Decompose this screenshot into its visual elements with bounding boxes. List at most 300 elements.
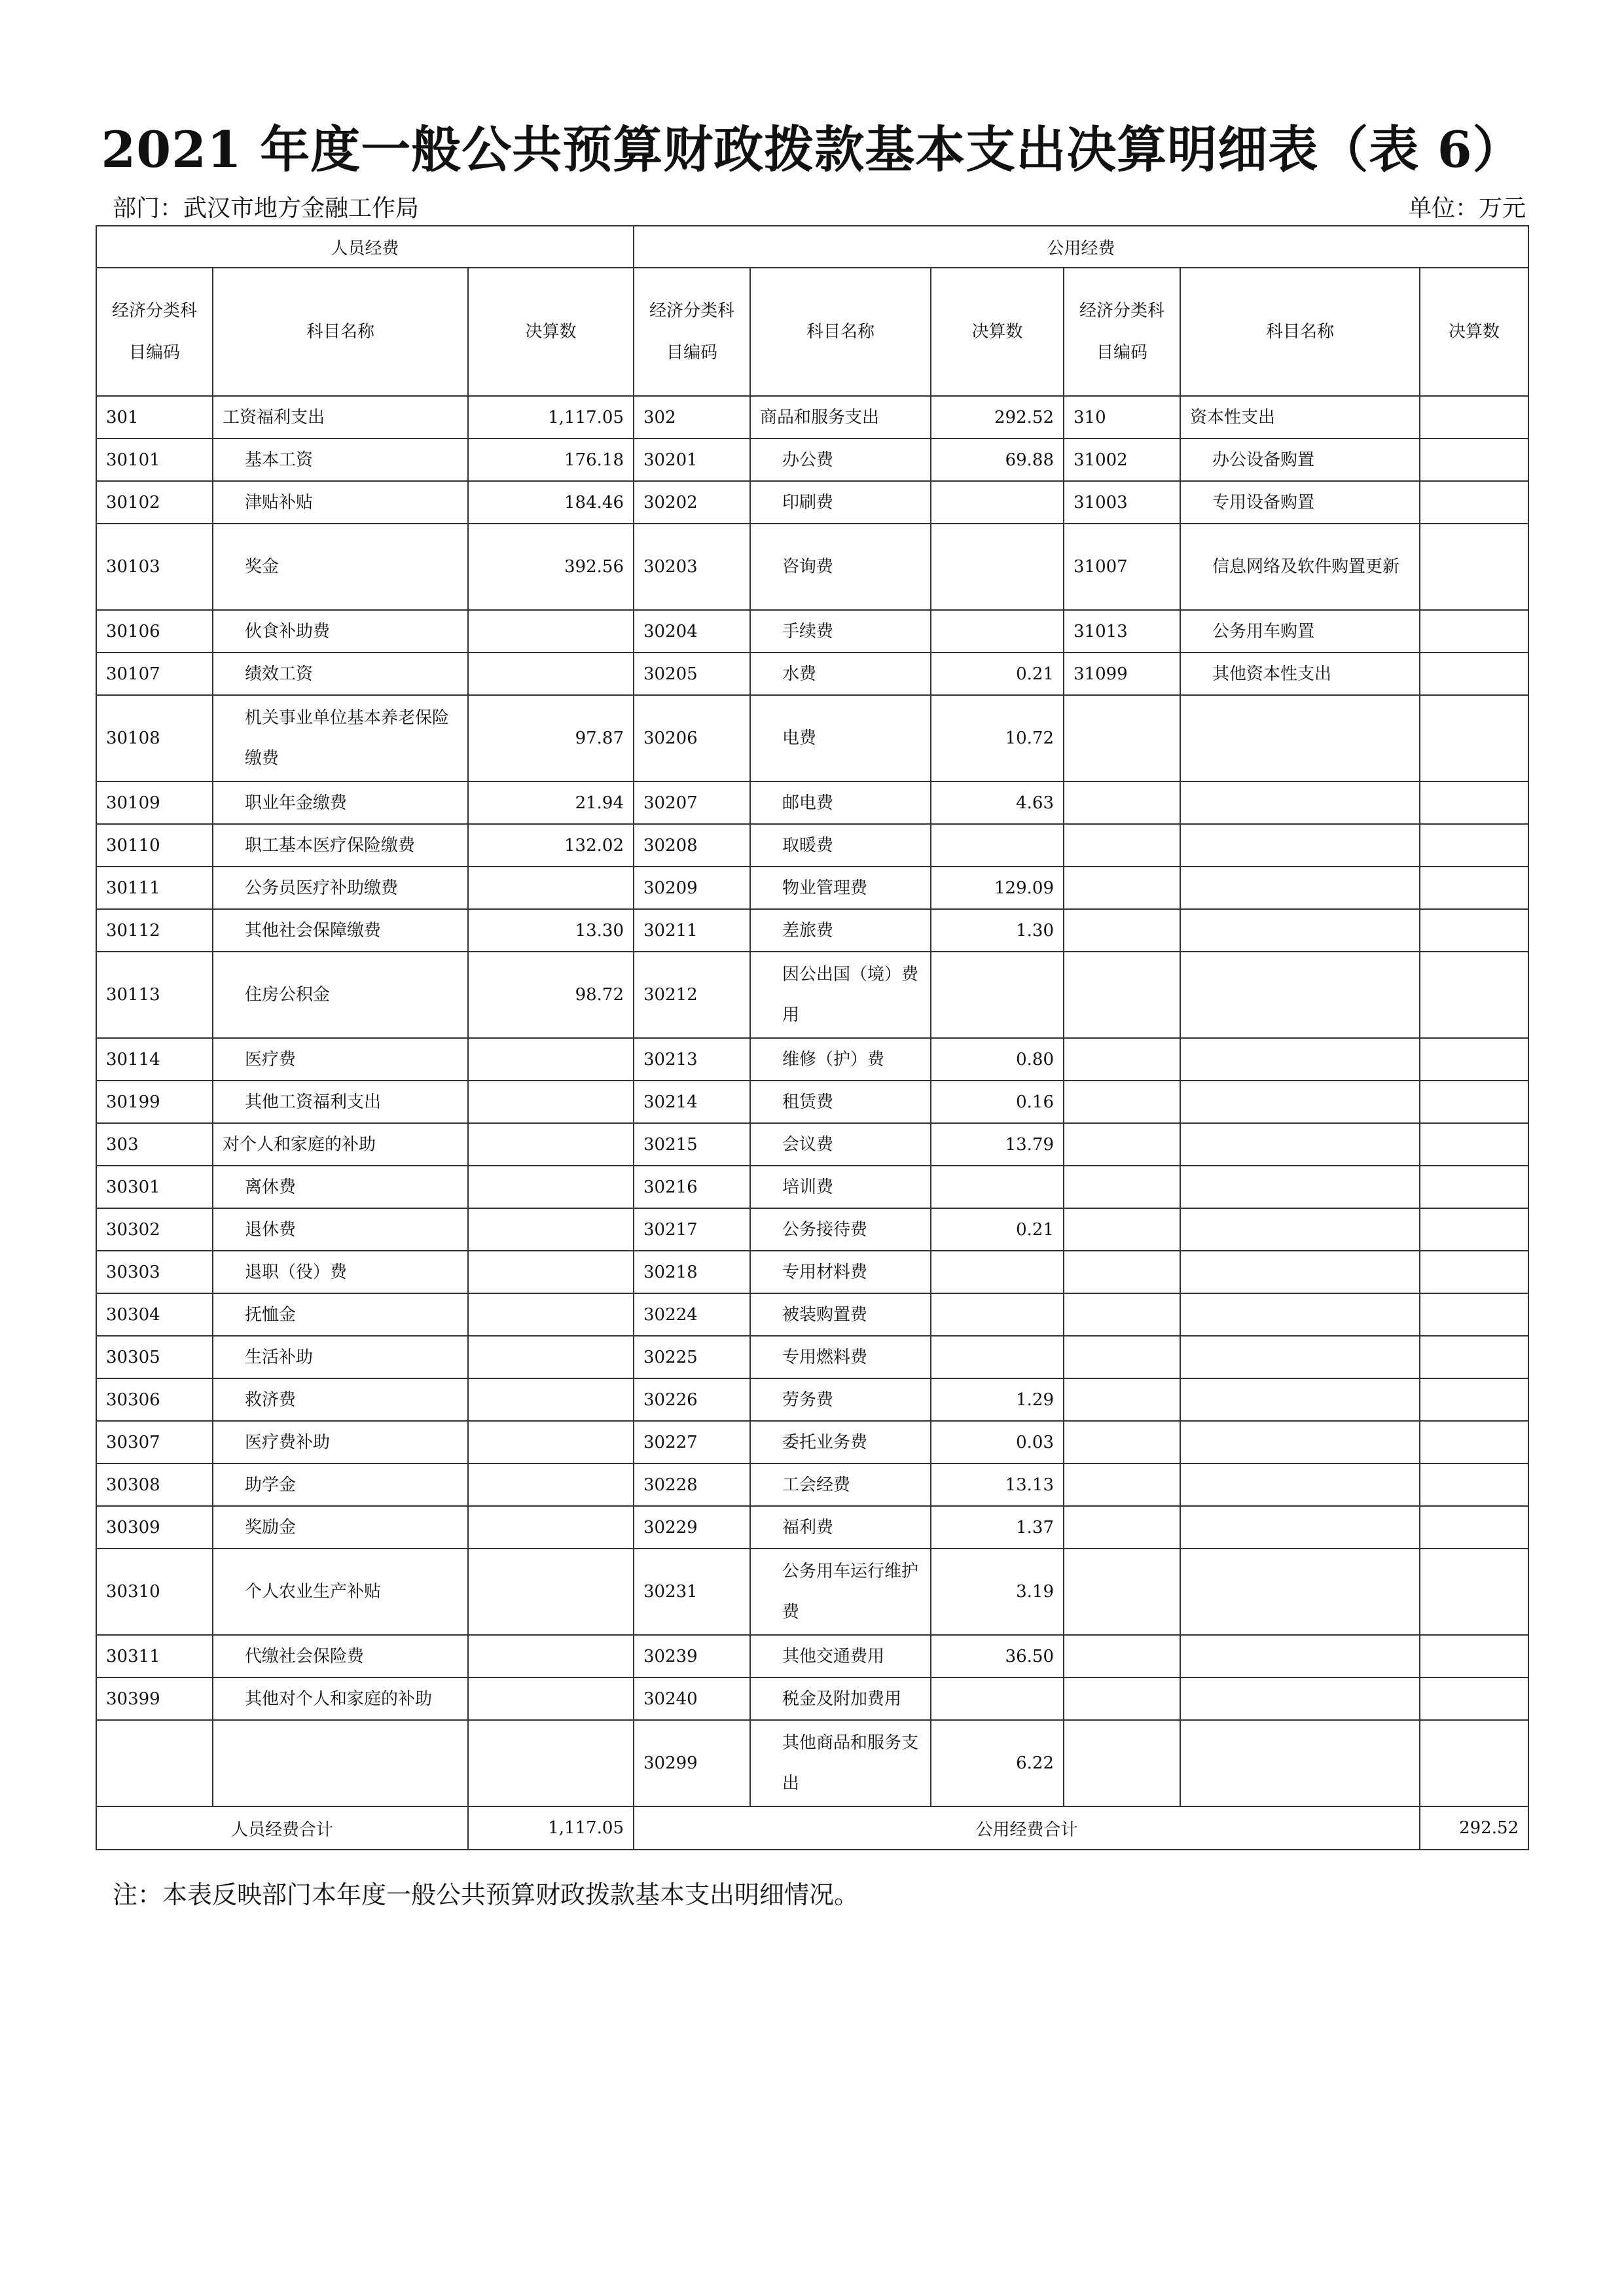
goods-services-name-cell: 会议费 xyxy=(750,1123,931,1166)
personnel-code-cell: 30112 xyxy=(96,909,213,952)
capital-name-cell xyxy=(1180,1208,1420,1251)
capital-name-cell xyxy=(1180,909,1420,952)
capital-amount-cell xyxy=(1420,781,1528,824)
table-row xyxy=(96,1720,1528,1806)
personnel-amount-cell xyxy=(468,1123,634,1166)
personnel-name-cell: 基本工资 xyxy=(213,439,468,481)
goods-services-code-cell: 30299 xyxy=(634,1720,750,1806)
capital-code-cell xyxy=(1064,1378,1180,1421)
personnel-name-cell: 其他社会保障缴费 xyxy=(213,909,468,952)
capital-code-cell xyxy=(1064,1166,1180,1208)
capital-name-cell xyxy=(1180,1677,1420,1720)
capital-amount-cell xyxy=(1420,1378,1528,1421)
col-header-code: 经济分类科目编码 xyxy=(634,268,750,396)
goods-services-code-cell: 30225 xyxy=(634,1336,750,1378)
personnel-code-cell: 30111 xyxy=(96,867,213,909)
table-row xyxy=(96,653,1528,695)
capital-name-cell: 资本性支出 xyxy=(1180,396,1420,439)
personnel-code-cell: 30308 xyxy=(96,1463,213,1506)
goods-services-name-cell: 电费 xyxy=(750,695,931,781)
goods-services-name-cell: 培训费 xyxy=(750,1166,931,1208)
capital-code-cell xyxy=(1064,1081,1180,1123)
goods-services-code-cell: 30228 xyxy=(634,1463,750,1506)
capital-amount-cell xyxy=(1420,1251,1528,1293)
capital-name-cell xyxy=(1180,781,1420,824)
personnel-amount-cell: 392.56 xyxy=(468,524,634,610)
personnel-code-cell xyxy=(96,1720,213,1806)
personnel-amount-cell xyxy=(468,1251,634,1293)
goods-services-amount-cell: 0.80 xyxy=(931,1038,1064,1081)
capital-amount-cell xyxy=(1420,1208,1528,1251)
page-title: 2021 年度一般公共预算财政拨款基本支出决算明细表（表 6） xyxy=(101,120,1523,179)
personnel-name-cell: 退休费 xyxy=(213,1208,468,1251)
goods-services-code-cell: 30208 xyxy=(634,824,750,867)
public-total-value: 292.52 xyxy=(1420,1806,1528,1850)
goods-services-amount-cell xyxy=(931,610,1064,653)
table-row xyxy=(96,1635,1528,1677)
table-row xyxy=(96,396,1528,439)
table-row xyxy=(96,824,1528,867)
col-header-amount: 决算数 xyxy=(931,268,1064,396)
goods-services-code-cell: 30213 xyxy=(634,1038,750,1081)
table-row xyxy=(96,952,1528,1038)
personnel-code-cell: 30399 xyxy=(96,1677,213,1720)
goods-services-code-cell: 30207 xyxy=(634,781,750,824)
table-row xyxy=(96,610,1528,653)
capital-code-cell xyxy=(1064,1038,1180,1081)
capital-code-cell xyxy=(1064,1463,1180,1506)
goods-services-amount-cell: 69.88 xyxy=(931,439,1064,481)
personnel-name-cell: 职工基本医疗保险缴费 xyxy=(213,824,468,867)
personnel-name-cell: 抚恤金 xyxy=(213,1293,468,1336)
capital-name-cell xyxy=(1180,1166,1420,1208)
goods-services-amount-cell: 0.21 xyxy=(931,653,1064,695)
capital-code-cell: 310 xyxy=(1064,396,1180,439)
goods-services-name-cell: 专用材料费 xyxy=(750,1251,931,1293)
capital-name-cell xyxy=(1180,1336,1420,1378)
goods-services-amount-cell: 13.13 xyxy=(931,1463,1064,1506)
capital-code-cell xyxy=(1064,1506,1180,1549)
personnel-total-label: 人员经费合计 xyxy=(96,1806,468,1850)
capital-amount-cell xyxy=(1420,1635,1528,1677)
personnel-name-cell: 助学金 xyxy=(213,1463,468,1506)
personnel-code-cell: 30304 xyxy=(96,1293,213,1336)
personnel-amount-cell: 13.30 xyxy=(468,909,634,952)
goods-services-amount-cell xyxy=(931,1677,1064,1720)
capital-code-cell: 31099 xyxy=(1064,653,1180,695)
capital-code-cell xyxy=(1064,867,1180,909)
personnel-amount-cell xyxy=(468,610,634,653)
goods-services-code-cell: 30240 xyxy=(634,1677,750,1720)
goods-services-amount-cell xyxy=(931,824,1064,867)
personnel-code-cell: 30303 xyxy=(96,1251,213,1293)
col-header-name: 科目名称 xyxy=(750,268,931,396)
goods-services-amount-cell: 129.09 xyxy=(931,867,1064,909)
personnel-amount-cell xyxy=(468,1506,634,1549)
goods-services-amount-cell: 0.21 xyxy=(931,1208,1064,1251)
personnel-amount-cell: 184.46 xyxy=(468,481,634,524)
capital-name-cell xyxy=(1180,1549,1420,1635)
goods-services-amount-cell: 36.50 xyxy=(931,1635,1064,1677)
goods-services-amount-cell: 1.37 xyxy=(931,1506,1064,1549)
table-row xyxy=(96,1208,1528,1251)
capital-amount-cell xyxy=(1420,396,1528,439)
capital-code-cell xyxy=(1064,1208,1180,1251)
personnel-code-cell: 30106 xyxy=(96,610,213,653)
section-personnel: 人员经费 xyxy=(96,226,634,268)
goods-services-code-cell: 30218 xyxy=(634,1251,750,1293)
goods-services-code-cell: 30205 xyxy=(634,653,750,695)
goods-services-amount-cell xyxy=(931,1336,1064,1378)
personnel-name-cell: 对个人和家庭的补助 xyxy=(213,1123,468,1166)
capital-amount-cell xyxy=(1420,824,1528,867)
capital-code-cell xyxy=(1064,1293,1180,1336)
personnel-amount-cell xyxy=(468,1378,634,1421)
capital-code-cell xyxy=(1064,1677,1180,1720)
goods-services-name-cell: 专用燃料费 xyxy=(750,1336,931,1378)
capital-name-cell xyxy=(1180,1378,1420,1421)
goods-services-code-cell: 30209 xyxy=(634,867,750,909)
capital-code-cell xyxy=(1064,1336,1180,1378)
col-header-name: 科目名称 xyxy=(213,268,468,396)
capital-name-cell xyxy=(1180,824,1420,867)
capital-amount-cell xyxy=(1420,1677,1528,1720)
capital-code-cell xyxy=(1064,1421,1180,1463)
personnel-code-cell: 301 xyxy=(96,396,213,439)
capital-code-cell xyxy=(1064,824,1180,867)
capital-amount-cell xyxy=(1420,1081,1528,1123)
personnel-name-cell: 职业年金缴费 xyxy=(213,781,468,824)
goods-services-name-cell: 公务接待费 xyxy=(750,1208,931,1251)
capital-name-cell xyxy=(1180,952,1420,1038)
personnel-amount-cell xyxy=(468,653,634,695)
personnel-name-cell: 奖金 xyxy=(213,524,468,610)
goods-services-name-cell: 差旅费 xyxy=(750,909,931,952)
personnel-name-cell: 医疗费补助 xyxy=(213,1421,468,1463)
capital-name-cell: 信息网络及软件购置更新 xyxy=(1180,524,1420,610)
personnel-amount-cell: 1,117.05 xyxy=(468,396,634,439)
capital-amount-cell xyxy=(1420,952,1528,1038)
goods-services-code-cell: 30203 xyxy=(634,524,750,610)
personnel-amount-cell xyxy=(468,867,634,909)
table-row xyxy=(96,524,1528,610)
capital-amount-cell xyxy=(1420,524,1528,610)
personnel-amount-cell: 21.94 xyxy=(468,781,634,824)
capital-code-cell xyxy=(1064,695,1180,781)
personnel-amount-cell xyxy=(468,1166,634,1208)
table-row xyxy=(96,1081,1528,1123)
goods-services-name-cell: 其他交通费用 xyxy=(750,1635,931,1677)
capital-code-cell xyxy=(1064,1720,1180,1806)
personnel-amount-cell: 97.87 xyxy=(468,695,634,781)
personnel-amount-cell xyxy=(468,1720,634,1806)
personnel-code-cell: 30310 xyxy=(96,1549,213,1635)
col-header-code: 经济分类科目编码 xyxy=(96,268,213,396)
table-row xyxy=(96,1336,1528,1378)
personnel-name-cell: 住房公积金 xyxy=(213,952,468,1038)
personnel-name-cell: 退职（役）费 xyxy=(213,1251,468,1293)
capital-amount-cell xyxy=(1420,1336,1528,1378)
personnel-amount-cell xyxy=(468,1635,634,1677)
personnel-name-cell: 其他对个人和家庭的补助 xyxy=(213,1677,468,1720)
capital-amount-cell xyxy=(1420,653,1528,695)
personnel-name-cell: 工资福利支出 xyxy=(213,396,468,439)
goods-services-code-cell: 30216 xyxy=(634,1166,750,1208)
goods-services-name-cell: 办公费 xyxy=(750,439,931,481)
public-total-label: 公用经费合计 xyxy=(634,1806,1420,1850)
personnel-name-cell: 机关事业单位基本养老保险缴费 xyxy=(213,695,468,781)
personnel-amount-cell xyxy=(468,1336,634,1378)
goods-services-amount-cell xyxy=(931,1166,1064,1208)
capital-name-cell xyxy=(1180,1463,1420,1506)
personnel-name-cell: 其他工资福利支出 xyxy=(213,1081,468,1123)
goods-services-name-cell: 其他商品和服务支出 xyxy=(750,1720,931,1806)
table-row xyxy=(96,481,1528,524)
capital-name-cell: 办公设备购置 xyxy=(1180,439,1420,481)
capital-amount-cell xyxy=(1420,1463,1528,1506)
section-header-row xyxy=(96,226,1528,268)
personnel-code-cell: 30110 xyxy=(96,824,213,867)
capital-code-cell xyxy=(1064,1123,1180,1166)
capital-name-cell xyxy=(1180,867,1420,909)
goods-services-amount-cell: 3.19 xyxy=(931,1549,1064,1635)
col-header-name: 科目名称 xyxy=(1180,268,1420,396)
capital-name-cell: 公务用车购置 xyxy=(1180,610,1420,653)
personnel-amount-cell: 176.18 xyxy=(468,439,634,481)
table-row xyxy=(96,1166,1528,1208)
col-header-code: 经济分类科目编码 xyxy=(1064,268,1180,396)
goods-services-amount-cell: 292.52 xyxy=(931,396,1064,439)
goods-services-name-cell: 被装购置费 xyxy=(750,1293,931,1336)
personnel-amount-cell: 98.72 xyxy=(468,952,634,1038)
capital-code-cell: 31002 xyxy=(1064,439,1180,481)
table-row xyxy=(96,1038,1528,1081)
personnel-code-cell: 30311 xyxy=(96,1635,213,1677)
capital-amount-cell xyxy=(1420,439,1528,481)
goods-services-name-cell: 取暖费 xyxy=(750,824,931,867)
goods-services-code-cell: 30229 xyxy=(634,1506,750,1549)
personnel-amount-cell xyxy=(468,1421,634,1463)
capital-code-cell xyxy=(1064,781,1180,824)
capital-amount-cell xyxy=(1420,610,1528,653)
personnel-amount-cell xyxy=(468,1677,634,1720)
goods-services-amount-cell xyxy=(931,1251,1064,1293)
goods-services-code-cell: 30212 xyxy=(634,952,750,1038)
table-row xyxy=(96,867,1528,909)
goods-services-code-cell: 30201 xyxy=(634,439,750,481)
personnel-name-cell: 伙食补助费 xyxy=(213,610,468,653)
goods-services-code-cell: 30215 xyxy=(634,1123,750,1166)
goods-services-code-cell: 30227 xyxy=(634,1421,750,1463)
personnel-name-cell: 津贴补贴 xyxy=(213,481,468,524)
personnel-name-cell: 救济费 xyxy=(213,1378,468,1421)
goods-services-name-cell: 维修（护）费 xyxy=(750,1038,931,1081)
goods-services-amount-cell xyxy=(931,524,1064,610)
personnel-code-cell: 30102 xyxy=(96,481,213,524)
table-row xyxy=(96,1677,1528,1720)
table-row xyxy=(96,1123,1528,1166)
goods-services-amount-cell: 0.03 xyxy=(931,1421,1064,1463)
personnel-code-cell: 30108 xyxy=(96,695,213,781)
personnel-name-cell: 个人农业生产补贴 xyxy=(213,1549,468,1635)
goods-services-name-cell: 咨询费 xyxy=(750,524,931,610)
col-header-amount: 决算数 xyxy=(468,268,634,396)
personnel-code-cell: 30114 xyxy=(96,1038,213,1081)
personnel-code-cell: 30305 xyxy=(96,1336,213,1378)
department-label: 部门：武汉市地方金融工作局 xyxy=(113,195,420,222)
goods-services-name-cell: 水费 xyxy=(750,653,931,695)
capital-name-cell xyxy=(1180,1635,1420,1677)
goods-services-code-cell: 30206 xyxy=(634,695,750,781)
personnel-name-cell: 生活补助 xyxy=(213,1336,468,1378)
goods-services-amount-cell xyxy=(931,952,1064,1038)
column-header-row xyxy=(96,268,1528,396)
goods-services-amount-cell: 1.30 xyxy=(931,909,1064,952)
capital-name-cell: 其他资本性支出 xyxy=(1180,653,1420,695)
goods-services-name-cell: 委托业务费 xyxy=(750,1421,931,1463)
table-row xyxy=(96,909,1528,952)
goods-services-code-cell: 30217 xyxy=(634,1208,750,1251)
goods-services-code-cell: 302 xyxy=(634,396,750,439)
goods-services-name-cell: 物业管理费 xyxy=(750,867,931,909)
capital-code-cell xyxy=(1064,952,1180,1038)
capital-code-cell xyxy=(1064,909,1180,952)
goods-services-name-cell: 福利费 xyxy=(750,1506,931,1549)
personnel-name-cell xyxy=(213,1720,468,1806)
personnel-code-cell: 303 xyxy=(96,1123,213,1166)
goods-services-name-cell: 因公出国（境）费用 xyxy=(750,952,931,1038)
personnel-code-cell: 30309 xyxy=(96,1506,213,1549)
capital-code-cell: 31003 xyxy=(1064,481,1180,524)
col-header-amount: 决算数 xyxy=(1420,268,1528,396)
capital-amount-cell xyxy=(1420,1123,1528,1166)
personnel-name-cell: 绩效工资 xyxy=(213,653,468,695)
capital-amount-cell xyxy=(1420,867,1528,909)
capital-name-cell xyxy=(1180,1123,1420,1166)
goods-services-amount-cell: 13.79 xyxy=(931,1123,1064,1166)
capital-code-cell xyxy=(1064,1251,1180,1293)
capital-amount-cell xyxy=(1420,909,1528,952)
capital-name-cell xyxy=(1180,1293,1420,1336)
capital-name-cell xyxy=(1180,1081,1420,1123)
capital-name-cell xyxy=(1180,1251,1420,1293)
expenditure-table xyxy=(96,225,1529,1850)
table-row xyxy=(96,1506,1528,1549)
table-row xyxy=(96,439,1528,481)
personnel-code-cell: 30306 xyxy=(96,1378,213,1421)
goods-services-code-cell: 30231 xyxy=(634,1549,750,1635)
goods-services-code-cell: 30202 xyxy=(634,481,750,524)
capital-name-cell xyxy=(1180,1038,1420,1081)
personnel-code-cell: 30107 xyxy=(96,653,213,695)
goods-services-code-cell: 30239 xyxy=(634,1635,750,1677)
personnel-code-cell: 30113 xyxy=(96,952,213,1038)
personnel-amount-cell xyxy=(468,1293,634,1336)
capital-amount-cell xyxy=(1420,695,1528,781)
personnel-name-cell: 代缴社会保险费 xyxy=(213,1635,468,1677)
personnel-code-cell: 30307 xyxy=(96,1421,213,1463)
goods-services-amount-cell: 0.16 xyxy=(931,1081,1064,1123)
table-row xyxy=(96,695,1528,781)
personnel-code-cell: 30301 xyxy=(96,1166,213,1208)
personnel-code-cell: 30302 xyxy=(96,1208,213,1251)
personnel-code-cell: 30103 xyxy=(96,524,213,610)
capital-name-cell xyxy=(1180,1421,1420,1463)
goods-services-amount-cell: 10.72 xyxy=(931,695,1064,781)
table-row xyxy=(96,1251,1528,1293)
capital-code-cell xyxy=(1064,1549,1180,1635)
goods-services-name-cell: 劳务费 xyxy=(750,1378,931,1421)
personnel-amount-cell xyxy=(468,1208,634,1251)
goods-services-name-cell: 税金及附加费用 xyxy=(750,1677,931,1720)
personnel-name-cell: 医疗费 xyxy=(213,1038,468,1081)
goods-services-code-cell: 30214 xyxy=(634,1081,750,1123)
personnel-code-cell: 30101 xyxy=(96,439,213,481)
goods-services-amount-cell xyxy=(931,1293,1064,1336)
unit-label: 单位：万元 xyxy=(1407,195,1526,222)
capital-amount-cell xyxy=(1420,1038,1528,1081)
goods-services-name-cell: 工会经费 xyxy=(750,1463,931,1506)
goods-services-name-cell: 公务用车运行维护费 xyxy=(750,1549,931,1635)
capital-amount-cell xyxy=(1420,1506,1528,1549)
goods-services-code-cell: 30226 xyxy=(634,1378,750,1421)
table-row xyxy=(96,1463,1528,1506)
totals-row xyxy=(96,1806,1528,1850)
personnel-amount-cell: 132.02 xyxy=(468,824,634,867)
personnel-name-cell: 奖励金 xyxy=(213,1506,468,1549)
goods-services-name-cell: 商品和服务支出 xyxy=(750,396,931,439)
table-row xyxy=(96,1421,1528,1463)
goods-services-amount-cell xyxy=(931,481,1064,524)
goods-services-amount-cell: 1.29 xyxy=(931,1378,1064,1421)
goods-services-amount-cell: 6.22 xyxy=(931,1720,1064,1806)
personnel-amount-cell xyxy=(468,1463,634,1506)
capital-name-cell xyxy=(1180,695,1420,781)
table-note: 注：本表反映部门本年度一般公共预算财政拨款基本支出明细情况。 xyxy=(113,1880,859,1909)
personnel-amount-cell xyxy=(468,1081,634,1123)
goods-services-code-cell: 30224 xyxy=(634,1293,750,1336)
capital-amount-cell xyxy=(1420,1421,1528,1463)
capital-name-cell xyxy=(1180,1720,1420,1806)
table-row xyxy=(96,1549,1528,1635)
goods-services-name-cell: 手续费 xyxy=(750,610,931,653)
personnel-name-cell: 离休费 xyxy=(213,1166,468,1208)
capital-code-cell: 31013 xyxy=(1064,610,1180,653)
goods-services-code-cell: 30204 xyxy=(634,610,750,653)
capital-amount-cell xyxy=(1420,1293,1528,1336)
personnel-amount-cell xyxy=(468,1549,634,1635)
personnel-code-cell: 30109 xyxy=(96,781,213,824)
capital-amount-cell xyxy=(1420,1549,1528,1635)
capital-code-cell: 31007 xyxy=(1064,524,1180,610)
capital-amount-cell xyxy=(1420,481,1528,524)
capital-amount-cell xyxy=(1420,1166,1528,1208)
capital-code-cell xyxy=(1064,1635,1180,1677)
goods-services-code-cell: 30211 xyxy=(634,909,750,952)
capital-name-cell: 专用设备购置 xyxy=(1180,481,1420,524)
goods-services-amount-cell: 4.63 xyxy=(931,781,1064,824)
goods-services-name-cell: 租赁费 xyxy=(750,1081,931,1123)
capital-amount-cell xyxy=(1420,1720,1528,1806)
goods-services-name-cell: 邮电费 xyxy=(750,781,931,824)
section-public: 公用经费 xyxy=(634,226,1528,268)
personnel-code-cell: 30199 xyxy=(96,1081,213,1123)
personnel-amount-cell xyxy=(468,1038,634,1081)
table-row xyxy=(96,781,1528,824)
personnel-name-cell: 公务员医疗补助缴费 xyxy=(213,867,468,909)
goods-services-name-cell: 印刷费 xyxy=(750,481,931,524)
capital-name-cell xyxy=(1180,1506,1420,1549)
